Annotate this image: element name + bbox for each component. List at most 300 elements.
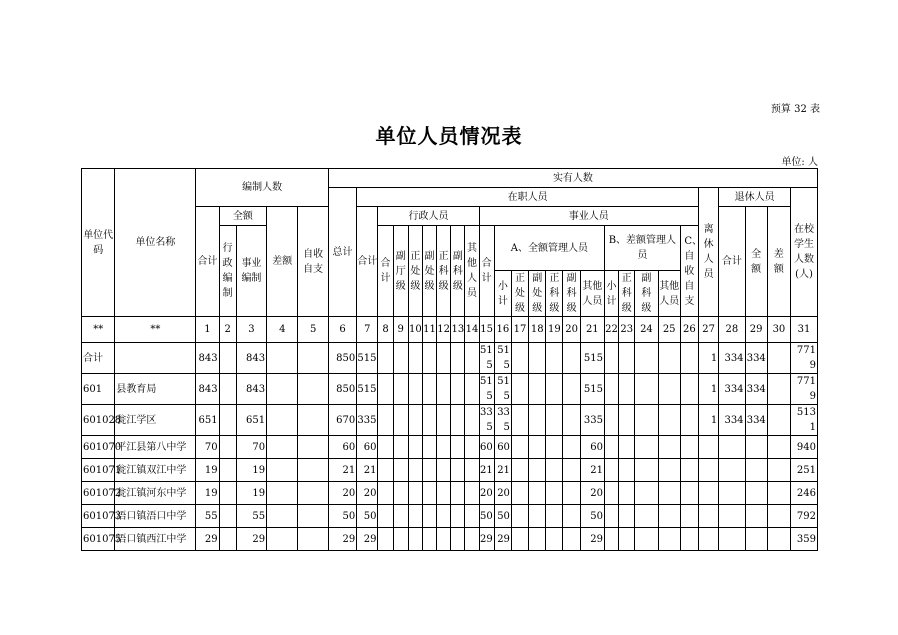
value-cell-c6: 50 xyxy=(328,505,356,528)
value-cell-c7: 29 xyxy=(357,528,378,551)
header-b-xiaoji: 小计 xyxy=(604,271,618,317)
value-cell-c18 xyxy=(529,528,546,551)
report-code: 预算 32 表 xyxy=(770,104,820,115)
header-xz-qita: 其他人员 xyxy=(465,226,479,317)
value-cell-c17 xyxy=(511,459,528,482)
value-cell-c6: 670 xyxy=(328,405,356,436)
value-cell-c5 xyxy=(298,436,328,459)
value-cell-c16: 60 xyxy=(494,436,511,459)
header-shiyou: 实有人数 xyxy=(328,169,817,188)
value-cell-c29: 334 xyxy=(745,374,767,405)
value-cell-c8 xyxy=(378,343,393,374)
header-bianzhi: 编制人数 xyxy=(196,169,329,207)
value-cell-c8 xyxy=(378,482,393,505)
value-cell-c22 xyxy=(604,374,618,405)
value-cell-c18 xyxy=(529,374,546,405)
header-unit-name: 单位名称 xyxy=(115,169,196,317)
value-cell-c20 xyxy=(563,374,580,405)
value-cell-c5 xyxy=(298,505,328,528)
header-fuchu: 副处级 xyxy=(422,226,436,317)
value-cell-c21: 335 xyxy=(580,405,604,436)
value-cell-c7: 515 xyxy=(357,374,378,405)
header-a-fuke: 副科级 xyxy=(563,271,580,317)
unit-code-cell: 合计 xyxy=(82,343,115,374)
column-index-cell: 22 xyxy=(604,317,618,343)
value-cell-c10 xyxy=(408,505,422,528)
value-cell-c1: 29 xyxy=(196,528,219,551)
value-cell-c14 xyxy=(465,528,479,551)
value-cell-c25 xyxy=(658,459,680,482)
column-index-cell: 5 xyxy=(298,317,328,343)
header-zishou: 自收自支 xyxy=(298,207,328,317)
value-cell-c14 xyxy=(465,405,479,436)
value-cell-c9 xyxy=(393,482,408,505)
value-cell-c7: 60 xyxy=(357,436,378,459)
value-cell-c26 xyxy=(680,505,698,528)
column-index-cell: 20 xyxy=(563,317,580,343)
value-cell-c30 xyxy=(767,528,790,551)
header-a-zhengchu: 正处级 xyxy=(511,271,528,317)
value-cell-c21: 21 xyxy=(580,459,604,482)
value-cell-c15: 515 xyxy=(479,343,494,374)
header-lixiu: 离休人员 xyxy=(699,188,719,317)
table-row xyxy=(82,343,818,374)
header-tx-heji: 合计 xyxy=(719,207,745,317)
value-cell-c12 xyxy=(437,343,451,374)
value-cell-c23 xyxy=(619,459,635,482)
value-cell-c19 xyxy=(546,482,563,505)
value-cell-c28: 334 xyxy=(719,405,745,436)
column-index-cell: 7 xyxy=(357,317,378,343)
value-cell-c15: 60 xyxy=(479,436,494,459)
value-cell-c21: 60 xyxy=(580,436,604,459)
value-cell-c6: 60 xyxy=(328,436,356,459)
value-cell-c24 xyxy=(635,436,658,459)
value-cell-c11 xyxy=(422,405,436,436)
header-zongji: 总计 xyxy=(328,188,356,317)
value-cell-c26 xyxy=(680,374,698,405)
value-cell-c9 xyxy=(393,374,408,405)
header-unit-code: 单位代码 xyxy=(82,169,115,317)
value-cell-c3: 19 xyxy=(236,459,266,482)
value-cell-c28 xyxy=(719,459,745,482)
value-cell-c9 xyxy=(393,436,408,459)
value-cell-c5 xyxy=(298,482,328,505)
column-index-cell: 31 xyxy=(791,317,818,343)
column-index-cell: 14 xyxy=(465,317,479,343)
header-quan-e: 全额 xyxy=(219,207,267,226)
value-cell-c19 xyxy=(546,405,563,436)
header-zaixiao: 在校学生人数(人) xyxy=(791,188,818,317)
value-cell-c13 xyxy=(451,482,465,505)
value-cell-c10 xyxy=(408,459,422,482)
value-cell-c27 xyxy=(699,482,719,505)
column-index-cell: 24 xyxy=(635,317,658,343)
table-row xyxy=(82,528,818,551)
value-cell-c5 xyxy=(298,374,328,405)
value-cell-c9 xyxy=(393,405,408,436)
value-cell-c1: 55 xyxy=(196,505,219,528)
column-index-cell: 26 xyxy=(680,317,698,343)
column-index-cell: 9 xyxy=(393,317,408,343)
value-cell-c27 xyxy=(699,528,719,551)
value-cell-c21: 515 xyxy=(580,343,604,374)
value-cell-c1: 19 xyxy=(196,482,219,505)
value-cell-c22 xyxy=(604,505,618,528)
value-cell-c26 xyxy=(680,482,698,505)
unit-name-cell: 平江县第八中学 xyxy=(115,436,196,459)
column-index-cell: 12 xyxy=(437,317,451,343)
value-cell-c13 xyxy=(451,528,465,551)
value-cell-c17 xyxy=(511,436,528,459)
value-cell-c22 xyxy=(604,528,618,551)
value-cell-c12 xyxy=(437,528,451,551)
value-cell-c1: 843 xyxy=(196,343,219,374)
table-row xyxy=(82,374,818,405)
value-cell-c22 xyxy=(604,405,618,436)
value-cell-c25 xyxy=(658,405,680,436)
value-cell-c15: 335 xyxy=(479,405,494,436)
value-cell-c4 xyxy=(267,405,298,436)
value-cell-c21: 20 xyxy=(580,482,604,505)
value-cell-c2 xyxy=(219,505,236,528)
value-cell-c19 xyxy=(546,436,563,459)
value-cell-c29 xyxy=(745,459,767,482)
value-cell-c10 xyxy=(408,374,422,405)
value-cell-c30 xyxy=(767,482,790,505)
value-cell-c31: 246 xyxy=(791,482,818,505)
column-index-cell: 10 xyxy=(408,317,422,343)
value-cell-c20 xyxy=(563,459,580,482)
column-index-cell: ** xyxy=(82,317,115,343)
header-xz-heji: 合计 xyxy=(378,226,393,317)
value-cell-c5 xyxy=(298,459,328,482)
value-cell-c13 xyxy=(451,505,465,528)
value-cell-c16: 29 xyxy=(494,528,511,551)
value-cell-c31: 359 xyxy=(791,528,818,551)
header-a-fuchu: 副处级 xyxy=(529,271,546,317)
header-tuixiu: 退休人员 xyxy=(719,188,791,207)
value-cell-c3: 19 xyxy=(236,482,266,505)
column-index-cell: 25 xyxy=(658,317,680,343)
value-cell-c28: 334 xyxy=(719,374,745,405)
value-cell-c4 xyxy=(267,482,298,505)
value-cell-c2 xyxy=(219,459,236,482)
unit-name-cell: 县教育局 xyxy=(115,374,196,405)
value-cell-c23 xyxy=(619,505,635,528)
header-sy-heji: 合计 xyxy=(479,226,494,317)
value-cell-c4 xyxy=(267,343,298,374)
unit-code-cell: 601028 xyxy=(82,405,115,436)
value-cell-c16: 515 xyxy=(494,343,511,374)
value-cell-c8 xyxy=(378,459,393,482)
header-xingzheng-bianzhi: 行政编制 xyxy=(219,226,236,317)
value-cell-c13 xyxy=(451,405,465,436)
value-cell-c22 xyxy=(604,459,618,482)
column-index-cell: 6 xyxy=(328,317,356,343)
header-fuke: 副科级 xyxy=(451,226,465,317)
value-cell-c17 xyxy=(511,505,528,528)
header-zhengke: 正科级 xyxy=(437,226,451,317)
value-cell-c22 xyxy=(604,436,618,459)
value-cell-c3: 843 xyxy=(236,374,266,405)
value-cell-c18 xyxy=(529,343,546,374)
value-cell-c5 xyxy=(298,405,328,436)
value-cell-c30 xyxy=(767,459,790,482)
unit-name-cell: 瓮江学区 xyxy=(115,405,196,436)
header-c-group: C、自收自支 xyxy=(680,226,698,317)
column-index-cell: 30 xyxy=(767,317,790,343)
value-cell-c9 xyxy=(393,505,408,528)
value-cell-c31: 940 xyxy=(791,436,818,459)
value-cell-c7: 515 xyxy=(357,343,378,374)
value-cell-c5 xyxy=(298,528,328,551)
value-cell-c19 xyxy=(546,343,563,374)
value-cell-c19 xyxy=(546,374,563,405)
unit-code-cell: 601070 xyxy=(82,436,115,459)
column-index-cell: 3 xyxy=(236,317,266,343)
value-cell-c14 xyxy=(465,459,479,482)
value-cell-c24 xyxy=(635,343,658,374)
value-cell-c12 xyxy=(437,436,451,459)
column-index-cell: 8 xyxy=(378,317,393,343)
value-cell-c13 xyxy=(451,459,465,482)
value-cell-c16: 335 xyxy=(494,405,511,436)
value-cell-c17 xyxy=(511,528,528,551)
value-cell-c12 xyxy=(437,405,451,436)
value-cell-c27 xyxy=(699,505,719,528)
value-cell-c6: 850 xyxy=(328,343,356,374)
value-cell-c12 xyxy=(437,459,451,482)
value-cell-c24 xyxy=(635,482,658,505)
value-cell-c16: 50 xyxy=(494,505,511,528)
unit-name-cell: 瓮江镇河东中学 xyxy=(115,482,196,505)
value-cell-c18 xyxy=(529,459,546,482)
value-cell-c11 xyxy=(422,482,436,505)
value-cell-c25 xyxy=(658,528,680,551)
header-a-zhengke: 正科级 xyxy=(546,271,563,317)
value-cell-c21: 515 xyxy=(580,374,604,405)
value-cell-c23 xyxy=(619,436,635,459)
value-cell-c20 xyxy=(563,343,580,374)
value-cell-c11 xyxy=(422,459,436,482)
value-cell-c18 xyxy=(529,482,546,505)
header-zhengchu: 正处级 xyxy=(408,226,422,317)
value-cell-c31: 5131 xyxy=(791,405,818,436)
value-cell-c2 xyxy=(219,405,236,436)
value-cell-c25 xyxy=(658,374,680,405)
value-cell-c12 xyxy=(437,505,451,528)
value-cell-c23 xyxy=(619,374,635,405)
table-row xyxy=(82,459,818,482)
value-cell-c28: 334 xyxy=(719,343,745,374)
column-index-cell: 13 xyxy=(451,317,465,343)
value-cell-c25 xyxy=(658,436,680,459)
value-cell-c24 xyxy=(635,405,658,436)
table-row xyxy=(82,405,818,436)
value-cell-c4 xyxy=(267,459,298,482)
value-cell-c7: 20 xyxy=(357,482,378,505)
value-cell-c18 xyxy=(529,436,546,459)
value-cell-c10 xyxy=(408,343,422,374)
value-cell-c4 xyxy=(267,436,298,459)
header-shiye: 事业人员 xyxy=(479,207,698,226)
table-row xyxy=(82,505,818,528)
value-cell-c6: 20 xyxy=(328,482,356,505)
column-index-cell: 27 xyxy=(699,317,719,343)
column-index-cell: 1 xyxy=(196,317,219,343)
value-cell-c26 xyxy=(680,528,698,551)
value-cell-c18 xyxy=(529,505,546,528)
value-cell-c27: 1 xyxy=(699,374,719,405)
value-cell-c28 xyxy=(719,482,745,505)
value-cell-c25 xyxy=(658,505,680,528)
value-cell-c26 xyxy=(680,459,698,482)
value-cell-c8 xyxy=(378,528,393,551)
value-cell-c18 xyxy=(529,405,546,436)
unit-label: 单位: 人 xyxy=(781,157,818,168)
value-cell-c15: 21 xyxy=(479,459,494,482)
value-cell-c22 xyxy=(604,343,618,374)
value-cell-c2 xyxy=(219,482,236,505)
value-cell-c3: 651 xyxy=(236,405,266,436)
header-tx-cha: 差额 xyxy=(767,207,790,317)
value-cell-c10 xyxy=(408,405,422,436)
value-cell-c1: 70 xyxy=(196,436,219,459)
value-cell-c5 xyxy=(298,343,328,374)
column-index-cell: 2 xyxy=(219,317,236,343)
value-cell-c3: 29 xyxy=(236,528,266,551)
value-cell-c1: 843 xyxy=(196,374,219,405)
value-cell-c27: 1 xyxy=(699,343,719,374)
value-cell-c16: 515 xyxy=(494,374,511,405)
value-cell-c3: 70 xyxy=(236,436,266,459)
value-cell-c14 xyxy=(465,343,479,374)
column-index-cell: 11 xyxy=(422,317,436,343)
value-cell-c2 xyxy=(219,343,236,374)
value-cell-c8 xyxy=(378,405,393,436)
value-cell-c27 xyxy=(699,436,719,459)
column-index-cell: 16 xyxy=(494,317,511,343)
value-cell-c9 xyxy=(393,459,408,482)
value-cell-c29 xyxy=(745,482,767,505)
value-cell-c28 xyxy=(719,528,745,551)
value-cell-c31: 792 xyxy=(791,505,818,528)
table-body xyxy=(82,343,818,551)
value-cell-c20 xyxy=(563,436,580,459)
value-cell-c6: 21 xyxy=(328,459,356,482)
header-a-group: A、全额管理人员 xyxy=(494,226,604,271)
value-cell-c15: 20 xyxy=(479,482,494,505)
value-cell-c13 xyxy=(451,436,465,459)
value-cell-c31: 7719 xyxy=(791,374,818,405)
value-cell-c10 xyxy=(408,482,422,505)
value-cell-c30 xyxy=(767,343,790,374)
value-cell-c26 xyxy=(680,343,698,374)
value-cell-c4 xyxy=(267,528,298,551)
value-cell-c23 xyxy=(619,405,635,436)
value-cell-c20 xyxy=(563,505,580,528)
value-cell-c22 xyxy=(604,482,618,505)
value-cell-c8 xyxy=(378,374,393,405)
value-cell-c10 xyxy=(408,436,422,459)
value-cell-c15: 50 xyxy=(479,505,494,528)
header-b-group: B、差额管理人员 xyxy=(604,226,680,271)
value-cell-c11 xyxy=(422,374,436,405)
page-title: 单位人员情况表 xyxy=(375,124,523,148)
value-cell-c10 xyxy=(408,528,422,551)
unit-name-cell: 浯口镇西江中学 xyxy=(115,528,196,551)
header-b-qita: 其他人员 xyxy=(658,271,680,317)
header-a-xiaoji: 小计 xyxy=(494,271,511,317)
value-cell-c17 xyxy=(511,482,528,505)
header-b-zhengke: 正科级 xyxy=(619,271,635,317)
header-zz-heji: 合计 xyxy=(357,207,378,317)
value-cell-c19 xyxy=(546,459,563,482)
value-cell-c28 xyxy=(719,505,745,528)
value-cell-c30 xyxy=(767,405,790,436)
value-cell-c21: 29 xyxy=(580,528,604,551)
value-cell-c15: 29 xyxy=(479,528,494,551)
value-cell-c13 xyxy=(451,374,465,405)
value-cell-c6: 850 xyxy=(328,374,356,405)
value-cell-c20 xyxy=(563,528,580,551)
value-cell-c19 xyxy=(546,505,563,528)
column-index-cell: 17 xyxy=(511,317,528,343)
value-cell-c24 xyxy=(635,374,658,405)
column-index-cell: 4 xyxy=(267,317,298,343)
value-cell-c26 xyxy=(680,405,698,436)
value-cell-c1: 651 xyxy=(196,405,219,436)
value-cell-c15: 515 xyxy=(479,374,494,405)
unit-name-cell: 浯口镇浯口中学 xyxy=(115,505,196,528)
column-index-cell: ** xyxy=(115,317,196,343)
header-tx-quan: 全额 xyxy=(745,207,767,317)
value-cell-c4 xyxy=(267,374,298,405)
header-bz-heji: 合计 xyxy=(196,207,219,317)
value-cell-c28 xyxy=(719,436,745,459)
value-cell-c29 xyxy=(745,505,767,528)
value-cell-c3: 55 xyxy=(236,505,266,528)
value-cell-c24 xyxy=(635,528,658,551)
value-cell-c7: 335 xyxy=(357,405,378,436)
unit-code-cell: 601 xyxy=(82,374,115,405)
value-cell-c23 xyxy=(619,528,635,551)
column-index-cell: 21 xyxy=(580,317,604,343)
value-cell-c9 xyxy=(393,343,408,374)
value-cell-c11 xyxy=(422,505,436,528)
value-cell-c20 xyxy=(563,482,580,505)
value-cell-c8 xyxy=(378,505,393,528)
value-cell-c27: 1 xyxy=(699,405,719,436)
value-cell-c20 xyxy=(563,405,580,436)
value-cell-c30 xyxy=(767,436,790,459)
unit-code-cell: 601072 xyxy=(82,482,115,505)
value-cell-c17 xyxy=(511,343,528,374)
value-cell-c2 xyxy=(219,436,236,459)
value-cell-c14 xyxy=(465,374,479,405)
value-cell-c23 xyxy=(619,482,635,505)
value-cell-c26 xyxy=(680,436,698,459)
column-index-cell: 23 xyxy=(619,317,635,343)
value-cell-c17 xyxy=(511,405,528,436)
value-cell-c2 xyxy=(219,374,236,405)
value-cell-c16: 20 xyxy=(494,482,511,505)
value-cell-c30 xyxy=(767,505,790,528)
value-cell-c29: 334 xyxy=(745,343,767,374)
value-cell-c25 xyxy=(658,343,680,374)
value-cell-c31: 251 xyxy=(791,459,818,482)
